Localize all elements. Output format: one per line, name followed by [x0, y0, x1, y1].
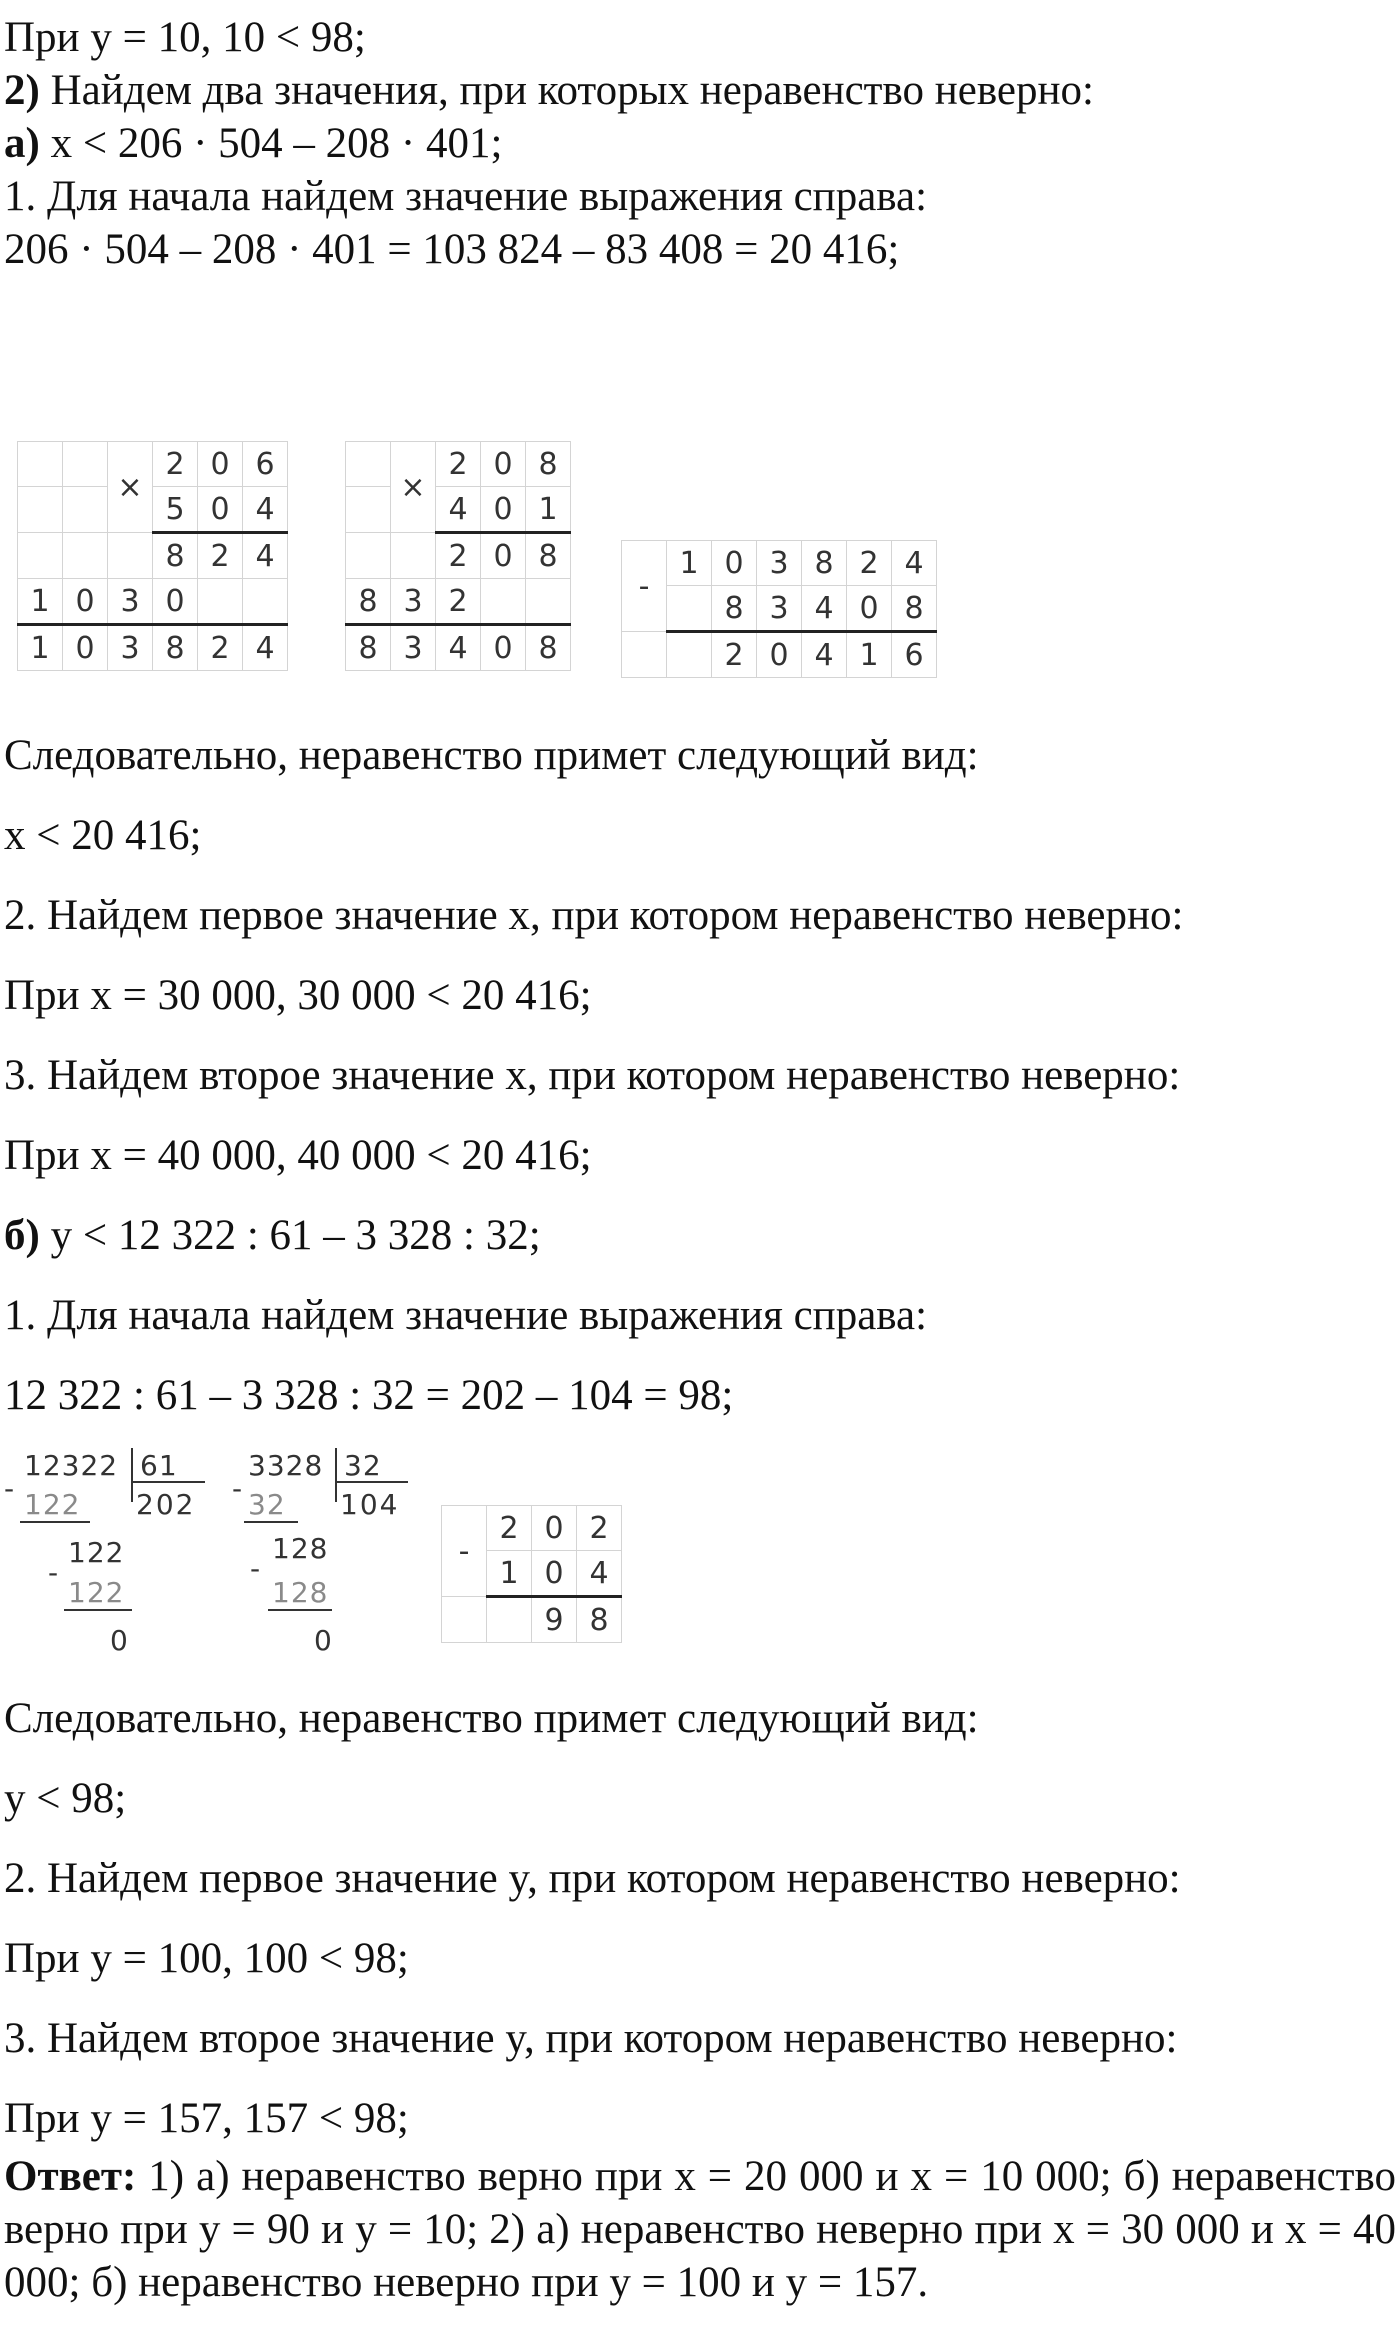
text-line: 12 322 : 61 – 3 328 : 32 = 202 – 104 = 98;: [4, 1372, 734, 1419]
answer-text: 1) а) неравенство верно при x = 20 000 и x = 10 000; б) неравенство верно при y = 90 и y = 10; 2) а) неравенство неверно при x = 30 000 и x = 40 000; б) неравенство неверно при y = 100 и y = 157.: [4, 2153, 1396, 2306]
grid-cell: [198, 579, 243, 625]
digit: 2: [198, 533, 243, 579]
subtrahend: 128: [272, 1576, 329, 1609]
minus-sign: -: [232, 1472, 243, 1505]
subtrahend: 122: [68, 1576, 125, 1609]
text-line: 3. Найдем второе значение y, при котором неравенство неверно:: [4, 2015, 1178, 2062]
digit: 0: [532, 1551, 577, 1597]
subtraction-103824-83408: [621, 540, 937, 678]
grid-cell: [487, 1597, 532, 1643]
multiplication-206-504: [17, 441, 288, 671]
minus-sign: -: [442, 1506, 487, 1597]
digit: 2: [847, 541, 892, 586]
digit: 1: [18, 579, 63, 625]
text-line: При y = 100, 100 < 98;: [4, 1935, 409, 1982]
grid-cell: [667, 586, 712, 632]
digit: 0: [153, 579, 198, 625]
remainder-part: 128: [272, 1532, 329, 1565]
text-line: 3. Найдем второе значение x, при котором неравенство неверно:: [4, 1052, 1181, 1099]
text-line: При x = 30 000, 30 000 < 20 416;: [4, 972, 592, 1019]
digit: 2: [436, 579, 481, 625]
digit: 1: [18, 625, 63, 671]
digit: 2: [712, 632, 757, 678]
digit: 4: [243, 487, 288, 533]
item-number: б): [4, 1212, 40, 1259]
remainder: 0: [110, 1624, 128, 1657]
minus-sign: -: [622, 541, 667, 632]
grid-cell: [18, 442, 63, 487]
grid-cell: [391, 533, 436, 579]
multiplication-208-401: [345, 441, 571, 671]
digit: 0: [712, 541, 757, 586]
text-line: При y = 10, 10 < 98;: [4, 14, 366, 61]
digit: 1: [526, 487, 571, 533]
grid-cell: [346, 487, 391, 533]
grid-cell: [667, 632, 712, 678]
multiply-sign: ×: [108, 442, 153, 533]
divisor: 32: [344, 1449, 382, 1482]
digit: 1: [487, 1551, 532, 1597]
remainder: 0: [314, 1624, 332, 1657]
long-division-12322-61: [0, 1440, 215, 1670]
multiply-sign: ×: [391, 442, 436, 533]
digit: 8: [526, 625, 571, 671]
answer-label: Ответ:: [4, 2153, 137, 2200]
text-line: 2. Найдем первое значение x, при котором неравенство неверно:: [4, 892, 1184, 939]
digit: 2: [153, 442, 198, 487]
long-division-3328-32: [228, 1440, 428, 1670]
digit: 0: [481, 442, 526, 487]
answer-paragraph: [4, 2150, 1396, 2309]
grid-cell: [63, 533, 108, 579]
digit: 3: [391, 579, 436, 625]
digit: 8: [892, 586, 937, 632]
quotient: 104: [340, 1488, 400, 1521]
text-line: 1. Для начала найдем значение выражения справа:: [4, 173, 928, 220]
text-line: [4, 1210, 541, 1262]
text-line: [4, 65, 1094, 117]
divisor: 61: [140, 1449, 178, 1482]
subtraction-202-104: [441, 1505, 622, 1643]
text-line: 2. Найдем первое значение y, при котором неравенство неверно:: [4, 1855, 1181, 1902]
digit: 3: [391, 625, 436, 671]
digit: 4: [243, 533, 288, 579]
digit: 3: [108, 579, 153, 625]
grid-cell: [243, 579, 288, 625]
text-line: Следовательно, неравенство примет следующий вид:: [4, 732, 979, 779]
digit: 4: [436, 625, 481, 671]
remainder-part: 122: [68, 1536, 125, 1569]
item-number: а): [4, 120, 40, 167]
digit: 2: [487, 1506, 532, 1551]
digit: 0: [63, 579, 108, 625]
subtrahend: 32: [248, 1488, 286, 1521]
digit: 1: [847, 632, 892, 678]
minus-sign: -: [250, 1552, 261, 1585]
grid-cell: [481, 579, 526, 625]
digit: 0: [63, 625, 108, 671]
digit: 4: [802, 586, 847, 632]
grid-cell: [63, 442, 108, 487]
text-line: 1. Для начала найдем значение выражения справа:: [4, 1292, 928, 1339]
digit: 8: [712, 586, 757, 632]
grid-cell: [442, 1597, 487, 1643]
digit: 0: [481, 487, 526, 533]
grid-cell: [526, 579, 571, 625]
text-line: При y = 157, 157 < 98;: [4, 2095, 409, 2142]
grid-cell: [18, 533, 63, 579]
grid-cell: [622, 632, 667, 678]
digit: 0: [757, 632, 802, 678]
text-line: y < 98;: [4, 1775, 127, 1822]
item-text: y < 12 322 : 61 – 3 328 : 32;: [39, 1212, 541, 1259]
digit: 0: [198, 442, 243, 487]
item-number: 2): [4, 67, 40, 114]
digit: 4: [802, 632, 847, 678]
digit: 0: [532, 1506, 577, 1551]
digit: 4: [892, 541, 937, 586]
digit: 8: [577, 1597, 622, 1643]
grid-cell: [18, 487, 63, 533]
minus-sign: -: [4, 1472, 15, 1505]
text-line: При x = 40 000, 40 000 < 20 416;: [4, 1132, 592, 1179]
dividend: 12322: [24, 1449, 119, 1482]
digit: 2: [198, 625, 243, 671]
digit: 3: [757, 541, 802, 586]
digit: 2: [436, 442, 481, 487]
text-line: [4, 118, 502, 170]
digit: 2: [436, 533, 481, 579]
item-text: Найдем два значения, при которых неравенство неверно:: [39, 67, 1094, 114]
grid-cell: [63, 487, 108, 533]
digit: 0: [481, 625, 526, 671]
digit: 8: [526, 533, 571, 579]
dividend: 3328: [248, 1449, 324, 1482]
grid-cell: [108, 533, 153, 579]
digit: 3: [108, 625, 153, 671]
digit: 6: [243, 442, 288, 487]
digit: 8: [346, 579, 391, 625]
digit: 8: [346, 625, 391, 671]
digit: 4: [243, 625, 288, 671]
digit: 5: [153, 487, 198, 533]
digit: 8: [153, 625, 198, 671]
grid-cell: [346, 442, 391, 487]
digit: 0: [198, 487, 243, 533]
digit: 3: [757, 586, 802, 632]
digit: 8: [526, 442, 571, 487]
text-line: x < 20 416;: [4, 812, 202, 859]
subtrahend: 122: [24, 1488, 81, 1521]
digit: 8: [802, 541, 847, 586]
quotient: 202: [136, 1488, 196, 1521]
digit: 2: [577, 1506, 622, 1551]
digit: 4: [577, 1551, 622, 1597]
digit: 9: [532, 1597, 577, 1643]
text-line: Следовательно, неравенство примет следующий вид:: [4, 1695, 979, 1742]
digit: 6: [892, 632, 937, 678]
item-text: x < 206 · 504 – 208 · 401;: [39, 120, 503, 167]
digit: 0: [847, 586, 892, 632]
minus-sign: -: [48, 1556, 59, 1589]
text-line: 206 · 504 – 208 · 401 = 103 824 – 83 408 = 20 416;: [4, 226, 900, 273]
digit: 8: [153, 533, 198, 579]
digit: 0: [481, 533, 526, 579]
digit: 1: [667, 541, 712, 586]
digit: 4: [436, 487, 481, 533]
grid-cell: [346, 533, 391, 579]
